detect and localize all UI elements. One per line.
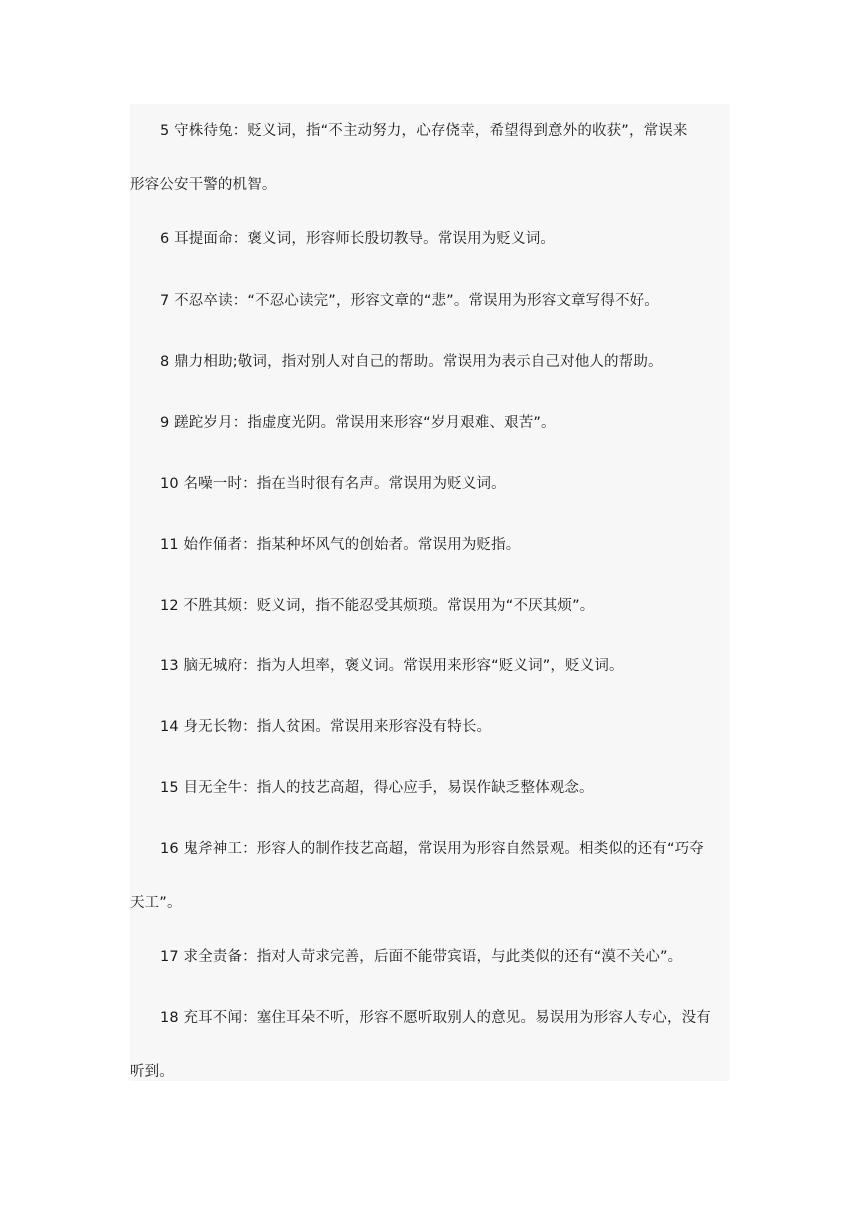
list-item [130,457,730,511]
entry-text-continued: 听到。 [130,1064,174,1080]
list-item [130,991,730,1099]
entry-text: 12 不胜其烦：贬义词，指不能忍受其烦琐。常误用为“不厌其烦”。 [160,598,595,614]
entry-text: 9 蹉跎岁月：指虚度光阴。常误用来形容“岁月艰难、艰苦”。 [160,415,556,431]
entry-text: 16 鬼斧神工：形容人的制作技艺高超，常误用为形容自然景观。相类似的还有“巧夺 [160,841,704,857]
entry-text: 15 目无全牛：指人的技艺高超，得心应手，易误作缺乏整体观念。 [160,780,594,796]
list-item [130,104,730,212]
list-item [130,700,730,754]
entry-text: 18 充耳不闻：塞住耳朵不听，形容不愿听取别人的意见。易误用为形容人专心，没有 [160,1010,711,1026]
list-item [130,579,730,633]
entry-text-continued: 天工”。 [130,895,182,911]
entry-text: 17 求全责备：指对人苛求完善，后面不能带宾语，与此类似的还有“漠不关心”。 [160,949,683,965]
entry-text: 7 不忍卒读：“不忍心读完”，形容文章的“悲”。常误用为形容文章写得不好。 [160,293,659,309]
list-item [130,396,730,450]
list-item [130,274,730,328]
entry-text: 13 脑无城府：指为人坦率，褒义词。常误用来形容“贬义词”，贬义词。 [160,658,624,674]
list-item [130,335,730,389]
entry-text: 14 身无长物：指人贫困。常误用来形容没有特长。 [160,719,492,735]
entry-text: 11 始作俑者：指某种坏风气的创始者。常误用为贬指。 [160,537,521,553]
entry-text-continued: 形容公安干警的机智。 [130,177,277,193]
entry-text: 5 守株待兔：贬义词，指“不主动努力，心存侥幸，希望得到意外的收获”，常误来 [160,123,688,139]
list-item [130,822,730,930]
list-item [130,930,730,984]
list-item [130,212,730,266]
list-item [130,761,730,815]
document-body [130,104,730,1081]
entry-text: 6 耳提面命：褒义词，形容师长殷切教导。常误用为贬义词。 [160,231,556,247]
entry-text: 8 鼎力相助;敬词，指对别人对自己的帮助。常误用为表示自己对他人的帮助。 [160,354,663,370]
entry-text: 10 名噪一时：指在当时很有名声。常误用为贬义词。 [160,476,506,492]
list-item [130,518,730,572]
list-item [130,639,730,693]
